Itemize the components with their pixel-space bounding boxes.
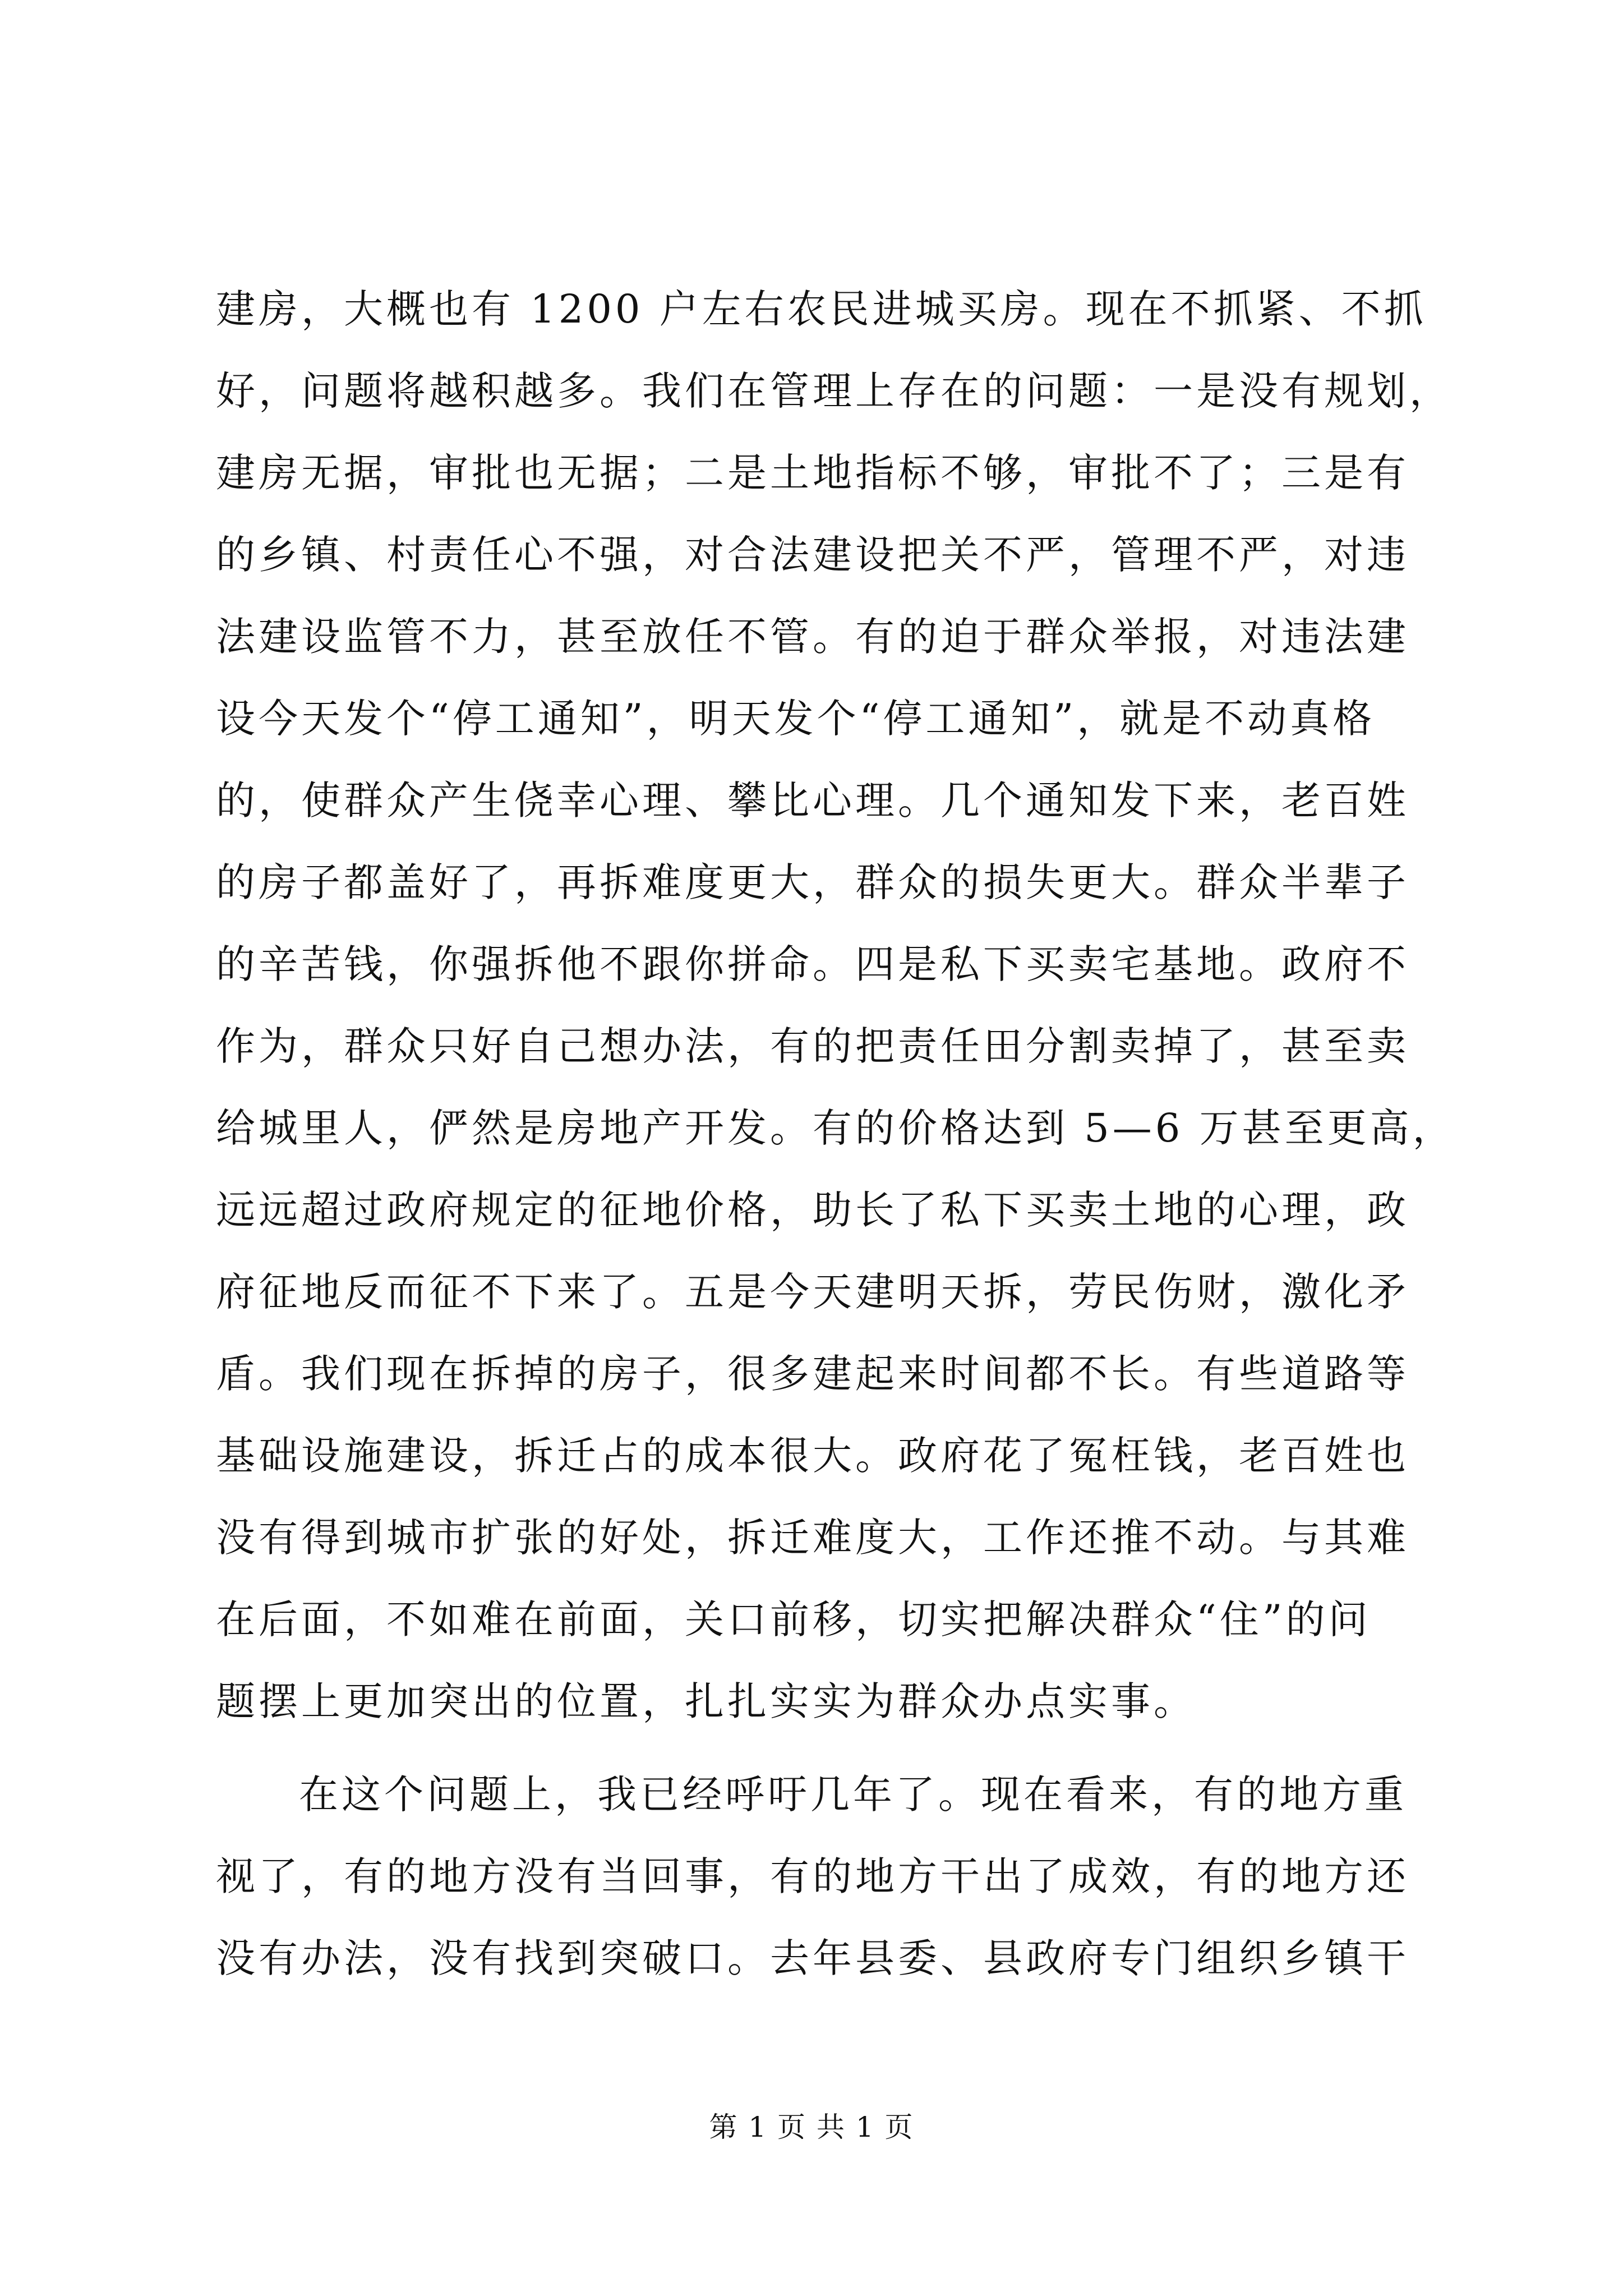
text-line: 题摆上更加突出的位置，扎扎实实为群众办点实事。 — [216, 1678, 1196, 1724]
text-line: 府征地反而征不下来了。五是今天建明天拆，劳民伤财，激化矛 — [216, 1269, 1409, 1315]
paragraph-2 — [216, 1754, 1410, 1999]
text-line: 盾。我们现在拆掉的房子，很多建起来时间都不长。有些道路等 — [216, 1351, 1409, 1397]
text-line: 的，使群众产生侥幸心理、攀比心理。几个通知发下来，老百姓 — [216, 777, 1409, 823]
text-line: 作为，群众只好自己想办法，有的把责任田分割卖掉了，甚至卖 — [216, 1023, 1409, 1069]
text-line: 远远超过政府规定的征地价格，助长了私下买卖土地的心理，政 — [216, 1187, 1409, 1233]
text-line: 在后面，不如难在前面，关口前移，切实把解决群众“住”的问 — [216, 1596, 1371, 1642]
page-number-footer: 第 1 页 共 1 页 — [709, 2111, 914, 2143]
paragraph-gap — [216, 1742, 1410, 1754]
text-line: 好，问题将越积越多。我们在管理上存在的问题：一是没有规划， — [216, 368, 1452, 414]
document-body — [216, 268, 1455, 1999]
text-line: 设今天发个“停工通知”，明天发个“停工通知”，就是不动真格 — [216, 696, 1376, 742]
text-line: 没有得到城市扩张的好处，拆迁难度大，工作还推不动。与其难 — [216, 1515, 1409, 1561]
text-line: 法建设监管不力，甚至放任不管。有的迫于群众举报，对违法建 — [216, 614, 1409, 660]
text-line: 建房无据，审批也无据；二是土地指标不够，审批不了；三是有 — [216, 450, 1409, 496]
text-line: 建房，大概也有 1200 户左右农民进城买房。现在不抓紧、不抓 — [216, 286, 1427, 332]
text-line: 视了，有的地方没有当回事，有的地方干出了成效，有的地方还 — [216, 1853, 1409, 1899]
text-line: 的乡镇、村责任心不强，对合法建设把关不严，管理不严，对违 — [216, 532, 1409, 578]
text-line: 在这个问题上，我已经呼吁几年了。现在看来，有的地方重 — [299, 1772, 1407, 1818]
text-line: 给城里人，俨然是房地产开发。有的价格达到 5—6 万甚至更高， — [216, 1105, 1455, 1151]
text-line: 基础设施建设，拆迁占的成本很大。政府花了冤枉钱，老百姓也 — [216, 1433, 1409, 1479]
paragraph-1 — [216, 268, 1455, 1742]
text-line: 没有办法，没有找到突破口。去年县委、县政府专门组织乡镇干 — [216, 1935, 1409, 1981]
text-line: 的辛苦钱，你强拆他不跟你拼命。四是私下买卖宅基地。政府不 — [216, 941, 1409, 987]
text-line: 的房子都盖好了，再拆难度更大，群众的损失更大。群众半辈子 — [216, 859, 1409, 905]
